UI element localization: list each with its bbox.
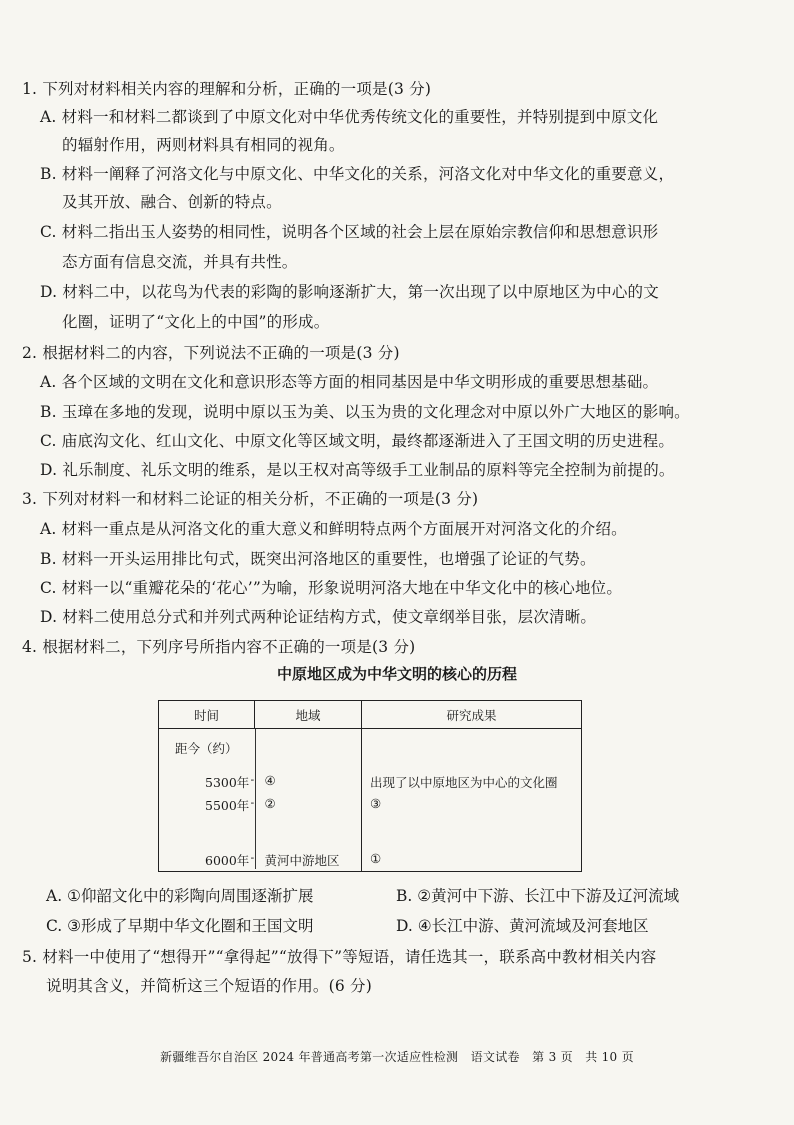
header-time: 时间 (159, 701, 255, 729)
region-5300: ④ (264, 773, 276, 788)
q2-option-d: D. 礼乐制度、礼乐文明的维系，是以王权对高等级手工业制品的原料等完全控制为前提的。 (40, 461, 675, 479)
result-5500: ③ (370, 796, 382, 811)
question-1-stem: 1. 下列对材料相关内容的理解和分析，正确的一项是(3 分) (22, 80, 432, 98)
table-header-row (159, 701, 582, 729)
q2-option-a: A. 各个区域的文明在文化和意识形态等方面的相同基因是中华文明形成的重要思想基础。 (40, 373, 659, 391)
region-6000: 黄河中游地区 (264, 853, 340, 868)
year-6000: 6000年 (205, 853, 250, 868)
q2-option-b: B. 玉璋在多地的发现，说明中原以玉为美、以玉为贵的文化理念对中原以外广大地区的影响。 (40, 403, 690, 421)
q3-option-a: A. 材料一重点是从河洛文化的重大意义和鲜明特点两个方面展开对河洛文化的介绍。 (40, 520, 627, 538)
q4-option-b: B. ②黄河中下游、长江中下游及辽河流域 (396, 887, 680, 905)
q1-option-b-cont: 及其开放、融合、创新的特点。 (62, 193, 282, 211)
result-6000: ① (370, 851, 382, 866)
q3-option-b: B. 材料一开头运用排比句式，既突出河洛地区的重要性，也增强了论证的气势。 (40, 550, 596, 568)
tick-6000: - (250, 851, 255, 864)
region-5500: ② (264, 796, 276, 811)
q1-option-d-cont: 化圈，证明了“文化上的中国”的形成。 (62, 313, 330, 331)
tick-5500: - (250, 796, 255, 809)
unit-label: 距今（约） (175, 741, 238, 756)
year-5500: 5500年 (205, 798, 250, 813)
result-column (362, 729, 581, 871)
q3-option-c: C. 材料一以“重瓣花朵的‘花心’”为喻，形象说明河洛大地在中华文化中的核心地位。 (40, 579, 623, 597)
table-body-row (159, 729, 582, 872)
q3-option-d: D. 材料二使用总分式和并列式两种论证结构方式，使文章纲举目张，层次清晰。 (40, 608, 597, 626)
time-column (159, 729, 255, 871)
question-3-stem: 3. 下列对材料一和材料二论证的相关分析，不正确的一项是(3 分) (22, 490, 479, 508)
timeline-axis (255, 729, 256, 869)
timeline-table (158, 700, 582, 872)
q1-option-b: B. 材料一阐释了河洛文化与中原文化、中华文化的关系，河洛文化对中华文化的重要意义， (40, 165, 675, 183)
tick-5300: - (250, 773, 255, 786)
q4-option-a: A. ①仰韶文化中的彩陶向周围逐渐扩展 (46, 887, 314, 905)
question-2-stem: 2. 根据材料二的内容，下列说法不正确的一项是(3 分) (22, 344, 400, 362)
question-4-stem: 4. 根据材料二，下列序号所指内容不正确的一项是(3 分) (22, 638, 416, 656)
region-column (250, 729, 362, 871)
q1-option-c: C. 材料二指出玉人姿势的相同性，说明各个区域的社会上层在原始宗教信仰和思想意识形 (40, 223, 659, 241)
q1-option-a-cont: 的辐射作用，两则材料具有相同的视角。 (62, 136, 345, 154)
q1-option-c-cont: 态方面有信息交流，并具有共性。 (62, 253, 298, 271)
page-footer: 新疆维吾尔自治区 2024 年普通高考第一次适应性检测 语文试卷 第 3 页 共 10 页 (160, 1050, 634, 1064)
header-result: 研究成果 (362, 701, 582, 729)
table-title: 中原地区成为中华文明的核心的历程 (276, 665, 517, 683)
result-5300: 出现了以中原地区为中心的文化圈 (370, 775, 558, 790)
header-region: 地域 (255, 701, 362, 729)
q1-option-d: D. 材料二中，以花鸟为代表的彩陶的影响逐渐扩大，第一次出现了以中原地区为中心的文 (40, 283, 659, 301)
year-5300: 5300年 (205, 775, 250, 790)
q4-option-d: D. ④长江中游、黄河流域及河套地区 (396, 917, 649, 935)
q4-option-c: C. ③形成了早期中华文化圈和王国文明 (46, 917, 314, 935)
q1-option-a: A. 材料一和材料二都谈到了中原文化对中华优秀传统文化的重要性，并特别提到中原文化 (40, 108, 659, 126)
q2-option-c: C. 庙底沟文化、红山文化、中原文化等区域文明，最终都逐渐进入了王国文明的历史进程。 (40, 432, 675, 450)
question-5-line2: 说明其含义，并简析这三个短语的作用。(6 分) (46, 977, 372, 995)
question-5-line1: 5. 材料一中使用了“想得开”“拿得起”“放得下”等短语，请任选其一，联系高中教材相关内容 (22, 948, 657, 966)
